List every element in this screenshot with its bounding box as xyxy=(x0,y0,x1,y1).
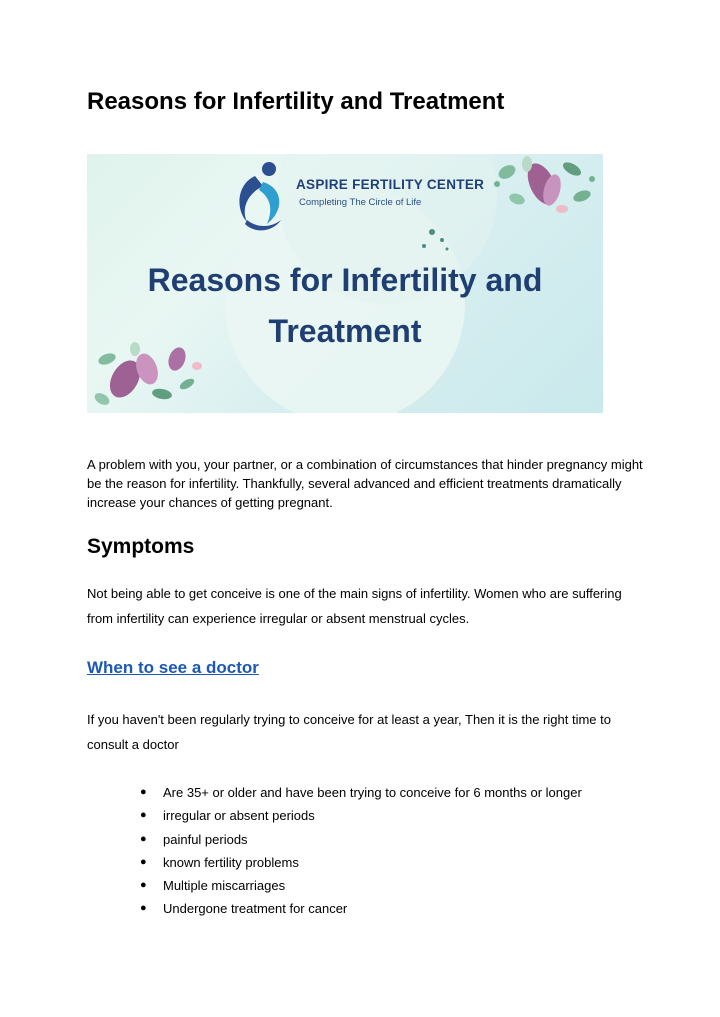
list-item: ● Are 35+ or older and have been trying to conceive for 6 months or longer xyxy=(140,785,582,800)
symptoms-paragraph: Not being able to get conceive is one of the main signs of infertility. Women who are suffering from infertility can experience irregular or absent menstrual cycles. xyxy=(87,586,622,626)
bullet-icon: ● xyxy=(140,809,147,822)
banner-image xyxy=(87,154,603,413)
symptoms-heading: Symptoms xyxy=(87,535,195,558)
list-item: ● irregular or absent periods xyxy=(140,808,315,824)
doctor-paragraph: If you haven't been regularly trying to conceive for at least a year, Then it is the right time to consult a doctor xyxy=(87,712,611,752)
intro-paragraph: A problem with you, your partner, or a combination of circumstances that hinder pregnancy might be the reason for infertility. Thankfully, several advanced and efficient treatments dramatically increase your chances of getting pregnant. xyxy=(87,457,643,510)
floral-decoration-top xyxy=(494,156,595,213)
banner-heading-line2: Treatment xyxy=(268,313,422,349)
banner-heading-line1: Reasons for Infertility and xyxy=(147,262,543,298)
list-item: ● Undergone treatment for cancer xyxy=(140,901,348,917)
bullet-icon: ● xyxy=(140,786,147,798)
bullet-icon: ● xyxy=(140,832,147,845)
banner-logo-name: ASPIRE FERTILITY CENTER xyxy=(296,177,485,192)
doctor-bullet-list xyxy=(140,783,582,923)
bullet-icon: ● xyxy=(140,902,147,915)
list-item: ● Multiple miscarriages xyxy=(140,878,286,894)
banner-logo-tagline: Completing The Circle of Life xyxy=(299,197,422,208)
list-item: ● known fertility problems xyxy=(140,854,299,870)
page-title: Reasons for Infertility and Treatment xyxy=(87,88,505,115)
bullet-icon: ● xyxy=(140,855,147,868)
bullet-icon: ● xyxy=(140,879,147,892)
list-item: ● painful periods xyxy=(140,831,248,847)
when-to-see-doctor-link[interactable]: When to see a doctor xyxy=(87,658,259,677)
